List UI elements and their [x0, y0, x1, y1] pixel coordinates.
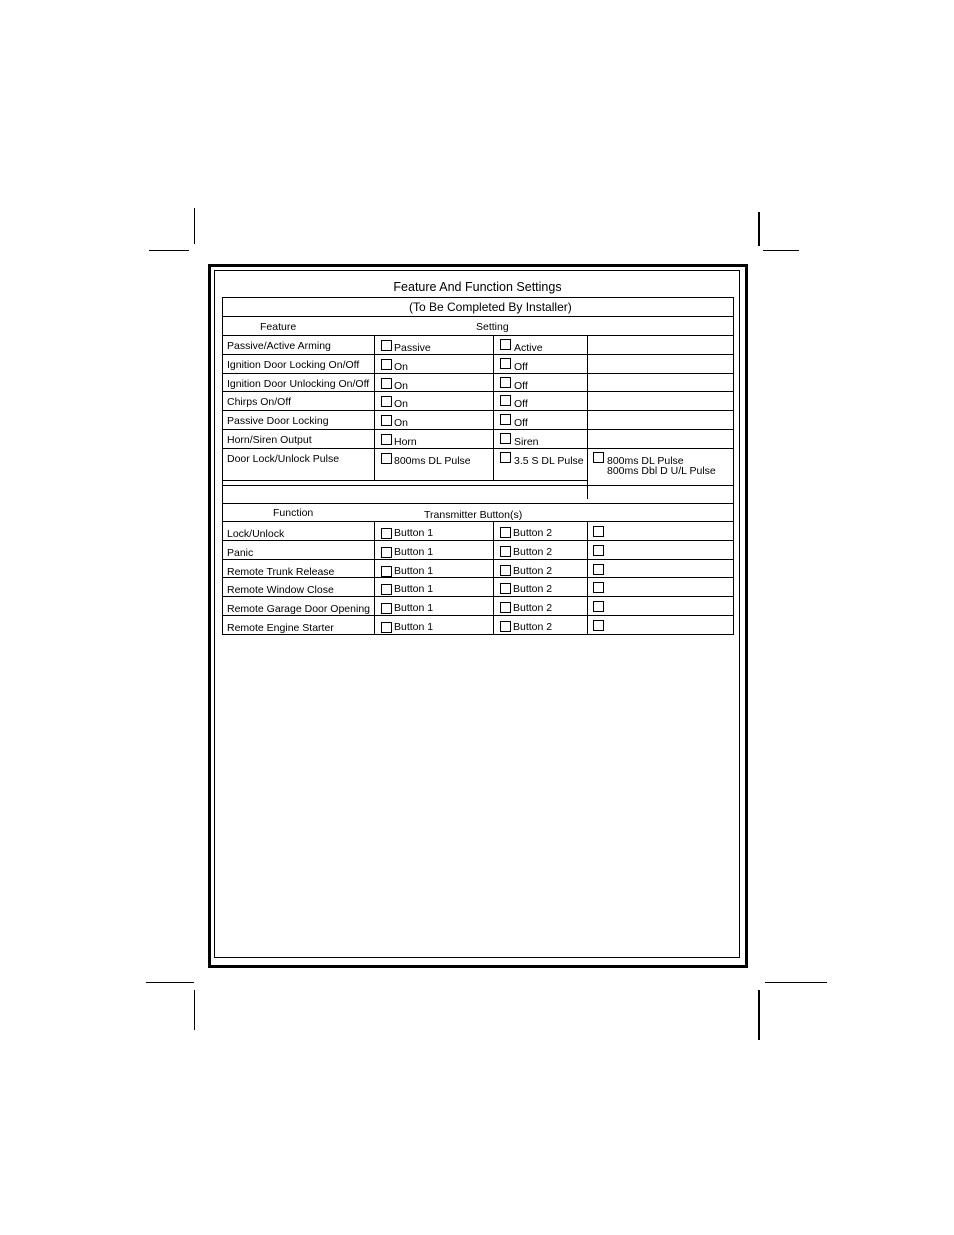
button-2-label: Button 2 — [513, 621, 553, 633]
option-3-label: 800ms DL Pulse — [607, 454, 684, 467]
option-2-label: Off — [514, 398, 528, 411]
table-rule — [374, 429, 375, 448]
table-rule — [374, 373, 375, 392]
function-label: Remote Trunk Release — [227, 565, 335, 578]
option-2-label: Siren — [514, 436, 539, 448]
checkbox-button-1[interactable] — [381, 566, 392, 577]
table-rule — [222, 410, 734, 411]
button-1-label: Button 1 — [394, 527, 434, 539]
table-rule — [493, 577, 494, 596]
checkbox-option-2[interactable] — [500, 377, 511, 388]
checkbox-option-1[interactable] — [381, 415, 392, 426]
checkbox-option-1[interactable] — [381, 378, 392, 389]
checkbox-button-1[interactable] — [381, 622, 392, 633]
checkbox-button-1[interactable] — [381, 547, 392, 558]
table-rule — [493, 335, 494, 354]
table-rule — [222, 596, 734, 597]
table-rule — [587, 373, 588, 392]
option-1-label: Horn — [394, 436, 417, 448]
column-header-setting: Setting — [476, 321, 509, 333]
table-rule — [587, 429, 588, 448]
feature-label: Ignition Door Unlocking On/Off — [227, 377, 370, 390]
checkbox-option-1[interactable] — [381, 453, 392, 464]
table-border-left — [222, 297, 223, 634]
checkbox-button-2[interactable] — [500, 565, 511, 576]
checkbox-option-2[interactable] — [500, 339, 511, 350]
option-2-label: Off — [514, 360, 528, 373]
checkbox-button-1[interactable] — [381, 528, 392, 539]
checkbox-button-2[interactable] — [500, 621, 511, 632]
button-2-label: Button 2 — [513, 602, 553, 615]
table-rule — [374, 335, 375, 354]
table-rule — [493, 429, 494, 448]
table-rule — [374, 596, 375, 615]
checkbox-button-2[interactable] — [500, 602, 511, 613]
table-rule — [493, 559, 494, 578]
table-rule — [374, 391, 375, 410]
checkbox-button-other[interactable] — [593, 526, 604, 537]
checkbox-option-2[interactable] — [500, 358, 511, 369]
table-rule — [587, 559, 588, 578]
option-1-label: On — [394, 360, 409, 373]
function-label: Remote Engine Starter — [227, 622, 334, 634]
crop-mark-bottom-right-v — [758, 990, 760, 1040]
checkbox-option-1[interactable] — [381, 434, 392, 445]
checkbox-option-3[interactable] — [593, 452, 604, 463]
checkbox-button-other[interactable] — [593, 582, 604, 593]
table-rule — [222, 615, 734, 616]
table-rule — [374, 615, 375, 634]
table-rule — [222, 335, 734, 336]
option-2-label: Off — [514, 417, 528, 430]
table-rule — [222, 521, 734, 522]
table-rule — [222, 503, 734, 504]
option-3-label-line2: 800ms Dbl D U/L Pulse — [607, 464, 716, 477]
table-rule — [222, 391, 734, 392]
crop-mark-top-right-h — [763, 250, 799, 251]
table-rule — [587, 615, 588, 634]
crop-mark-bottom-right-h — [765, 982, 827, 983]
crop-mark-top-right-v — [758, 212, 760, 246]
function-label: Remote Garage Door Opening — [227, 603, 370, 616]
checkbox-button-other[interactable] — [593, 620, 604, 631]
button-1-label: Button 1 — [394, 583, 434, 596]
feature-label: Passive/Active Arming — [227, 340, 331, 352]
crop-mark-bottom-left-h — [146, 982, 194, 983]
feature-label: Door Lock/Unlock Pulse — [227, 452, 340, 465]
option-2-label: Off — [514, 379, 528, 392]
checkbox-button-2[interactable] — [500, 583, 511, 594]
table-rule — [493, 596, 494, 615]
option-1-label: 800ms DL Pulse — [394, 454, 471, 467]
function-label: Lock/Unlock — [227, 528, 285, 540]
table-rule — [493, 540, 494, 559]
option-2-label: Active — [514, 342, 543, 354]
button-1-label: Button 1 — [394, 621, 434, 633]
table-rule — [587, 521, 588, 540]
function-label: Remote Window Close — [227, 584, 334, 597]
crop-mark-top-left-v — [194, 208, 195, 244]
checkbox-button-2[interactable] — [500, 546, 511, 557]
page-title: Feature And Function Settings — [393, 280, 562, 294]
option-1-label: On — [394, 417, 409, 430]
function-label: Panic — [227, 546, 254, 559]
column-header-feature: Feature — [260, 321, 297, 333]
button-1-label: Button 1 — [394, 564, 434, 577]
table-rule — [374, 540, 375, 559]
table-rule — [222, 316, 734, 317]
checkbox-option-1[interactable] — [381, 359, 392, 370]
table-rule — [587, 540, 588, 559]
option-2-label: 3.5 S DL Pulse — [514, 454, 584, 467]
checkbox-option-2[interactable] — [500, 452, 511, 463]
checkbox-option-2[interactable] — [500, 395, 511, 406]
button-2-label: Button 2 — [513, 545, 553, 558]
button-1-label: Button 1 — [394, 545, 434, 558]
table-rule — [587, 596, 588, 615]
column-header-function: Function — [273, 507, 314, 519]
feature-label: Ignition Door Locking On/Off — [227, 358, 360, 371]
table-rule — [374, 521, 375, 540]
table-rule — [493, 521, 494, 540]
table-rule — [374, 354, 375, 373]
table-rule — [374, 577, 375, 596]
crop-mark-bottom-left-v — [194, 990, 195, 1030]
table-subtitle: (To Be Completed By Installer) — [409, 300, 572, 314]
table-rule — [493, 391, 494, 410]
table-rule — [374, 448, 375, 480]
table-rule — [222, 480, 587, 481]
table-rule — [493, 373, 494, 392]
table-rule — [222, 577, 734, 578]
table-rule — [493, 410, 494, 429]
feature-label: Horn/Siren Output — [227, 434, 312, 446]
feature-label: Chirps On/Off — [227, 396, 291, 409]
table-rule — [222, 373, 734, 374]
table-rule — [222, 429, 734, 430]
table-border-top — [222, 297, 734, 298]
table-rule — [222, 448, 734, 449]
table-rule — [587, 391, 588, 410]
option-1-label: On — [394, 398, 409, 411]
table-rule — [222, 634, 734, 635]
table-rule — [493, 354, 494, 373]
button-2-label: Button 2 — [513, 564, 553, 577]
table-rule — [587, 335, 588, 354]
table-rule — [222, 485, 734, 486]
table-rule — [587, 448, 588, 499]
checkbox-button-other[interactable] — [593, 545, 604, 556]
table-rule — [587, 410, 588, 429]
option-1-label: On — [394, 379, 409, 392]
button-2-label: Button 2 — [513, 527, 553, 539]
button-1-label: Button 1 — [394, 602, 434, 615]
button-2-label: Button 2 — [513, 583, 553, 596]
table-rule — [222, 354, 734, 355]
checkbox-option-1[interactable] — [381, 340, 392, 351]
table-rule — [587, 354, 588, 373]
checkbox-option-2[interactable] — [500, 433, 511, 444]
checkbox-button-other[interactable] — [593, 601, 604, 612]
table-border-right — [733, 297, 734, 634]
checkbox-button-1[interactable] — [381, 603, 392, 614]
feature-label: Passive Door Locking — [227, 415, 329, 428]
checkbox-button-1[interactable] — [381, 584, 392, 595]
checkbox-option-2[interactable] — [500, 414, 511, 425]
table-rule — [587, 577, 588, 596]
table-rule — [222, 559, 734, 560]
table-rule — [493, 615, 494, 634]
option-1-label: Passive — [394, 342, 431, 354]
checkbox-button-other[interactable] — [593, 564, 604, 575]
checkbox-option-1[interactable] — [381, 396, 392, 407]
table-rule — [493, 448, 494, 480]
table-rule — [222, 540, 734, 541]
table-rule — [374, 559, 375, 578]
checkbox-button-2[interactable] — [500, 527, 511, 538]
column-header-transmitter-buttons: Transmitter Button(s) — [424, 509, 523, 521]
table-rule — [374, 410, 375, 429]
crop-mark-top-left-h — [149, 250, 189, 251]
